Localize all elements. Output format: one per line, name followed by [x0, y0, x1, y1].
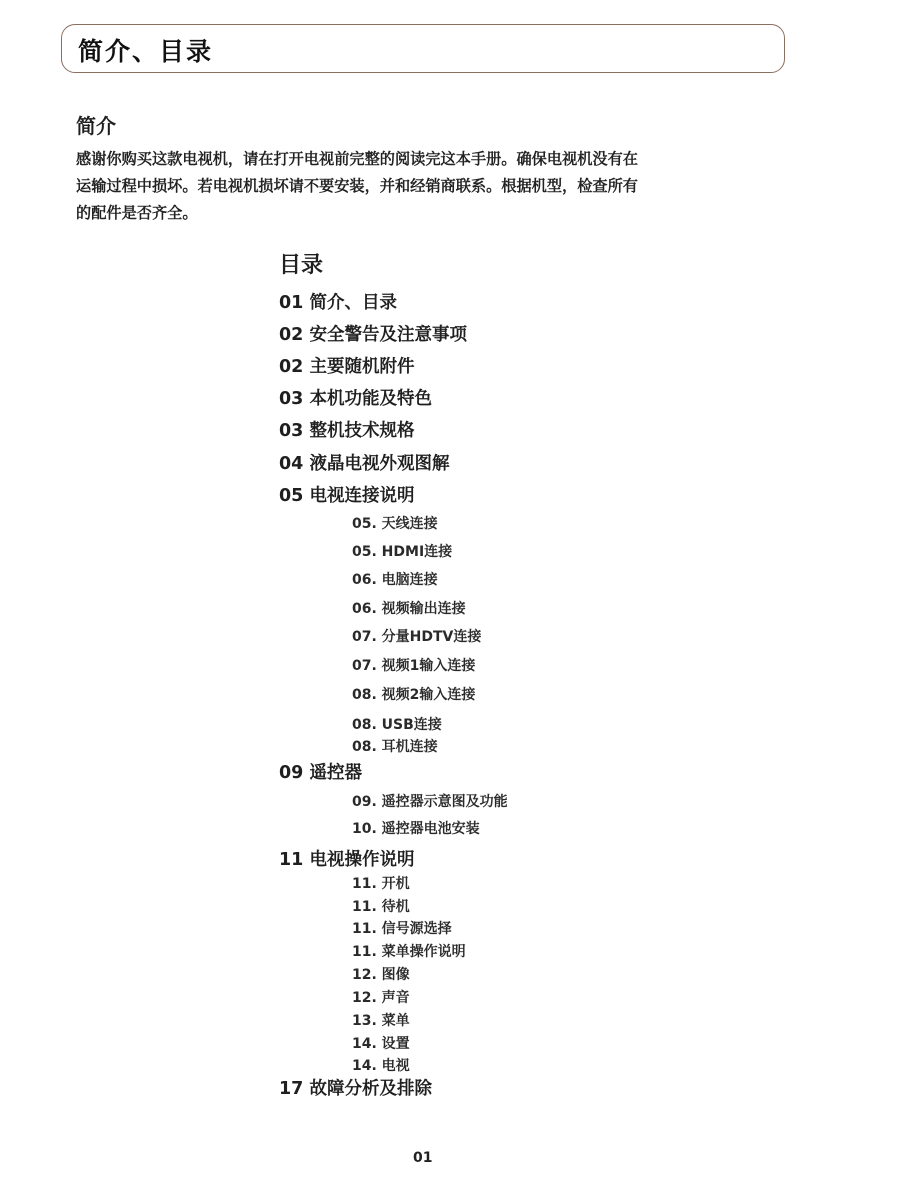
- toc-subitem: 11. 信号源选择: [352, 921, 452, 937]
- toc-subitem: 11. 开机: [352, 876, 410, 892]
- toc-subitem: 07. 视频1输入连接: [352, 658, 476, 674]
- toc-item: 01 简介、目录: [279, 293, 397, 313]
- toc-subitem: 11. 菜单操作说明: [352, 944, 466, 960]
- toc-subitem: 05. 天线连接: [352, 516, 438, 532]
- toc-subitem: 14. 设置: [352, 1036, 410, 1052]
- toc-subitem: 08. USB连接: [352, 717, 442, 733]
- toc-item: 05 电视连接说明: [279, 486, 415, 506]
- toc-subitem: 12. 声音: [352, 990, 410, 1006]
- toc-subitem: 11. 待机: [352, 899, 410, 915]
- toc-subitem: 08. 视频2输入连接: [352, 687, 476, 703]
- toc-subitem: 10. 遥控器电池安装: [352, 821, 480, 837]
- page-number: 01: [413, 1150, 433, 1166]
- toc-subitem: 12. 图像: [352, 967, 410, 983]
- toc-item: 09 遥控器: [279, 763, 362, 783]
- toc-subitem: 13. 菜单: [352, 1013, 410, 1029]
- intro-line: 运输过程中损坏。若电视机损坏请不要安装，并和经销商联系。根据机型，检查所有: [76, 177, 638, 195]
- toc-subitem: 09. 遥控器示意图及功能: [352, 794, 508, 810]
- intro-line: 的配件是否齐全。: [76, 204, 198, 222]
- section-title: 简介、目录: [78, 37, 214, 66]
- toc-item: 02 主要随机附件: [279, 357, 415, 377]
- toc-subitem: 07. 分量HDTV连接: [352, 629, 482, 645]
- section-header: [61, 24, 785, 73]
- toc-subitem: 06. 视频输出连接: [352, 601, 466, 617]
- toc-subitem: 06. 电脑连接: [352, 572, 438, 588]
- toc-item: 02 安全警告及注意事项: [279, 325, 467, 345]
- intro-paragraph: [76, 146, 800, 227]
- toc-subitem: 05. HDMI连接: [352, 544, 453, 560]
- intro-line: 感谢你购买这款电视机，请在打开电视前完整的阅读完这本手册。确保电视机没有在: [76, 150, 638, 168]
- toc-subitem: 14. 电视: [352, 1058, 410, 1074]
- toc-subitem: 08. 耳机连接: [352, 739, 438, 755]
- toc-heading: 目录: [279, 253, 324, 278]
- toc-item: 03 整机技术规格: [279, 421, 415, 441]
- toc-item: 11 电视操作说明: [279, 850, 415, 870]
- toc-item: 04 液晶电视外观图解: [279, 454, 450, 474]
- intro-heading: 简介: [76, 114, 116, 138]
- toc-item: 17 故障分析及排除: [279, 1079, 432, 1099]
- toc-item: 03 本机功能及特色: [279, 389, 432, 409]
